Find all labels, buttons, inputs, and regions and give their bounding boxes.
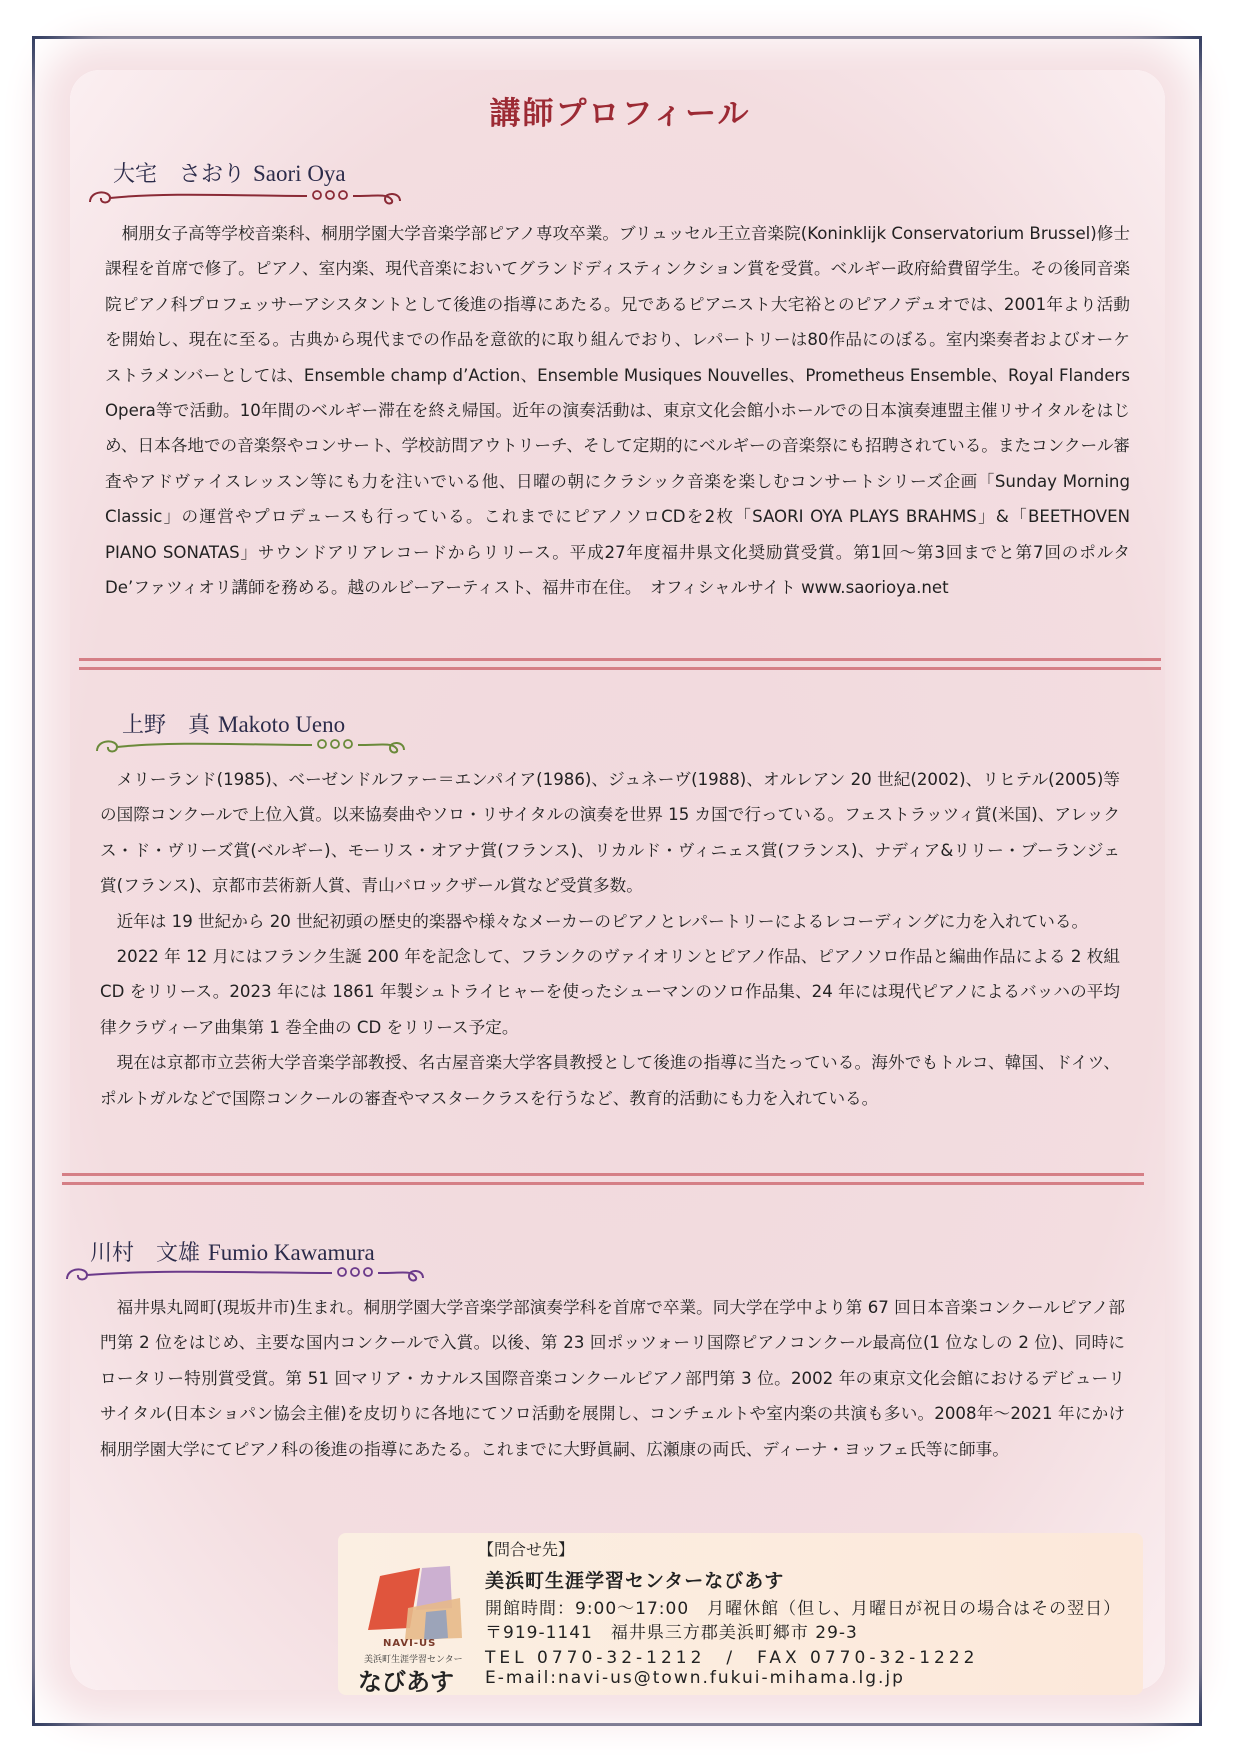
bio-paragraph: 福井県丸岡町(現坂井市)生まれ。桐朋学園大学音楽学部演奏学科を首席で卒業。同大学在学中より第 67 回日本音楽コンクールピアノ部門第 2 位をはじめ、主要な国内コンクールで入賞。以後、第 23 回ポッツォーリ国際ピアノコンクール最高位(1 位なしの 2 位)、同時にロータリー特別賞受賞。第 51 回マリア・カナルス国際音楽コンクールピアノ部門第 3 位。2002 年の東京文化会館におけるデビューリサイタル(日本ショパン協会主催)を皮切りに各地にてソロ活動を展開し、コンチェルトや室内楽の共演も多い。2008年～2021 年にかけ桐朋学園大学にてピアノ科の後進の指導にあたる。これまでに大野眞嗣、広瀬康の両氏、ディーナ・ヨッフェ氏等に師事。 (100, 1298, 1125, 1459)
page-title: 講師プロフィール (489, 96, 751, 132)
contact-tel-fax: TEL 0770-32-1212 / FAX 0770-32-1222 (485, 1648, 979, 1668)
contact-org: 美浜町生涯学習センターなびあす (485, 1570, 785, 1592)
instructor-bio-2 (100, 762, 1120, 1116)
logo-latin: NAVI-US (383, 1638, 437, 1649)
instructor-bio-1 (105, 216, 1130, 605)
contact-email: E-mail:navi-us@town.fukui-mihama.lg.jp (485, 1668, 905, 1688)
instructor-bio-3 (100, 1290, 1125, 1467)
logo-subtitle: 美浜町生涯学習センター (364, 1655, 463, 1665)
name-ja: 川村 文雄 (90, 1241, 201, 1266)
name-en: Saori Oya (253, 161, 346, 186)
logo-name: なびあす (358, 1668, 454, 1696)
flourish-ornament-3 (62, 1261, 427, 1285)
bio-paragraph: 近年は 19 世紀から 20 世紀初頭の歴史的楽器や様々なメーカーのピアノとレパートリーによるレコーディングに力を入れている。 (116, 911, 1089, 931)
bio-paragraph: メリーランド(1985)、ベーゼンドルファー＝エンパイア(1986)、ジュネーヴ(1988)、オルレアン 20 世紀(2002)、リヒテル(2005)等の国際コンクールで上位入賞。以来協奏曲やソロ・リサイタルの演奏を世界 15 カ国で行っている。フェストラッツィ賞(米国)、アレックス・ド・ヴリーズ賞(ベルギー)、モーリス・オアナ賞(フランス)、リカルド・ヴィニェス賞(フランス)、ナディア&リリー・ブーランジェ賞(フランス)、京都市芸術新人賞、青山バロックザール賞など受賞多数。 (100, 770, 1120, 896)
divider-1a (79, 658, 1161, 661)
bio-paragraph: 桐朋女子高等学校音楽科、桐朋学園大学音楽学部ピアノ専攻卒業。ブリュッセル王立音楽院(Koninklijk Conservatorium Brussel)修士課程を首席で修了。ピアノ、室内楽、現代音楽においてグランドディスティンクション賞を受賞。ベルギー政府給費留学生。その後同音楽院ピアノ科プロフェッサーアシスタントとして後進の指導にあたる。兄であるピアニスト大宅裕とのピアノデュオでは、2001年より活動を開始し、現在に至る。古典から現代までの作品を意欲的に取り組んでおり、レパートリーは80作品にのぼる。室内楽奏者およびオーケストラメンバーとしては、Ensemble champ d’Action、Ensemble Musiques Nouvelles、Prometheus Ensemble、Royal Flanders Opera等で活動。10年間のベルギー滞在を終え帰国。近年の演奏活動は、東京文化会館小ホールでの日本演奏連盟主催リサイタルをはじめ、日本各地での音楽祭やコンサート、学校訪問アウトリーチ、そして定期的にベルギーの音楽祭にも招聘されている。またコンクール審査やアドヴァイスレッスン等にも力を注いでいる他、日曜の朝にクラシック音楽を楽しむコンサートシリーズ企画「Sunday Morning Classic」の運営やプロデュースも行っている。これまでにピアノソロCDを2枚「SAORI OYA PLAYS BRAHMS」&「BEETHOVEN PIANO SONATAS」サウンドアリアレコードからリリース。平成27年度福井県文化奨励賞受賞。第1回～第3回までと第7回のポルタDe’ファツィオリ講師を務める。越のルビーアーティスト、福井市在住。 オフィシャルサイト www.saorioya.net (105, 224, 1130, 598)
contact-heading: 【問合せ先】 (478, 1540, 575, 1559)
flourish-ornament-2 (92, 733, 407, 757)
bio-paragraph: 2022 年 12 月にはフランク生誕 200 年を記念して、フランクのヴァイオリンとピアノ作品、ピアノソロ作品と編曲作品による 2 枚組 CD をリリース。2023 年には 1861 年製シュトライヒャーを使ったシューマンのソロ作品集、24 年には現代ピアノによるバッハの平均律クラヴィーア曲集第 1 巻全曲の CD をリリース予定。 (100, 947, 1120, 1037)
contact-address: 〒919-1141 福井県三方郡美浜町郷市 29-3 (485, 1623, 858, 1643)
divider-2b (62, 1182, 1144, 1185)
divider-1b (79, 667, 1161, 670)
bio-paragraph: 現在は京都市立芸術大学音楽学部教授、名古屋音楽大学客員教授として後進の指導に当たっている。海外でもトルコ、韓国、ドイツ、ポルトガルなどで国際コンクールの審査やマスタークラスを行うなど、教育的活動にも力を入れている。 (100, 1053, 1120, 1108)
flourish-ornament-1 (85, 184, 405, 208)
name-ja: 大宅 さおり (113, 162, 246, 187)
name-en: Fumio Kawamura (208, 1240, 375, 1265)
name-ja: 上野 真 (122, 713, 211, 738)
name-en: Makoto Ueno (218, 712, 346, 737)
divider-2a (62, 1173, 1144, 1176)
contact-hours: 開館時間：9:00～17:00 月曜休館（但し、月曜日が祝日の場合はその翌日） (485, 1599, 1122, 1619)
